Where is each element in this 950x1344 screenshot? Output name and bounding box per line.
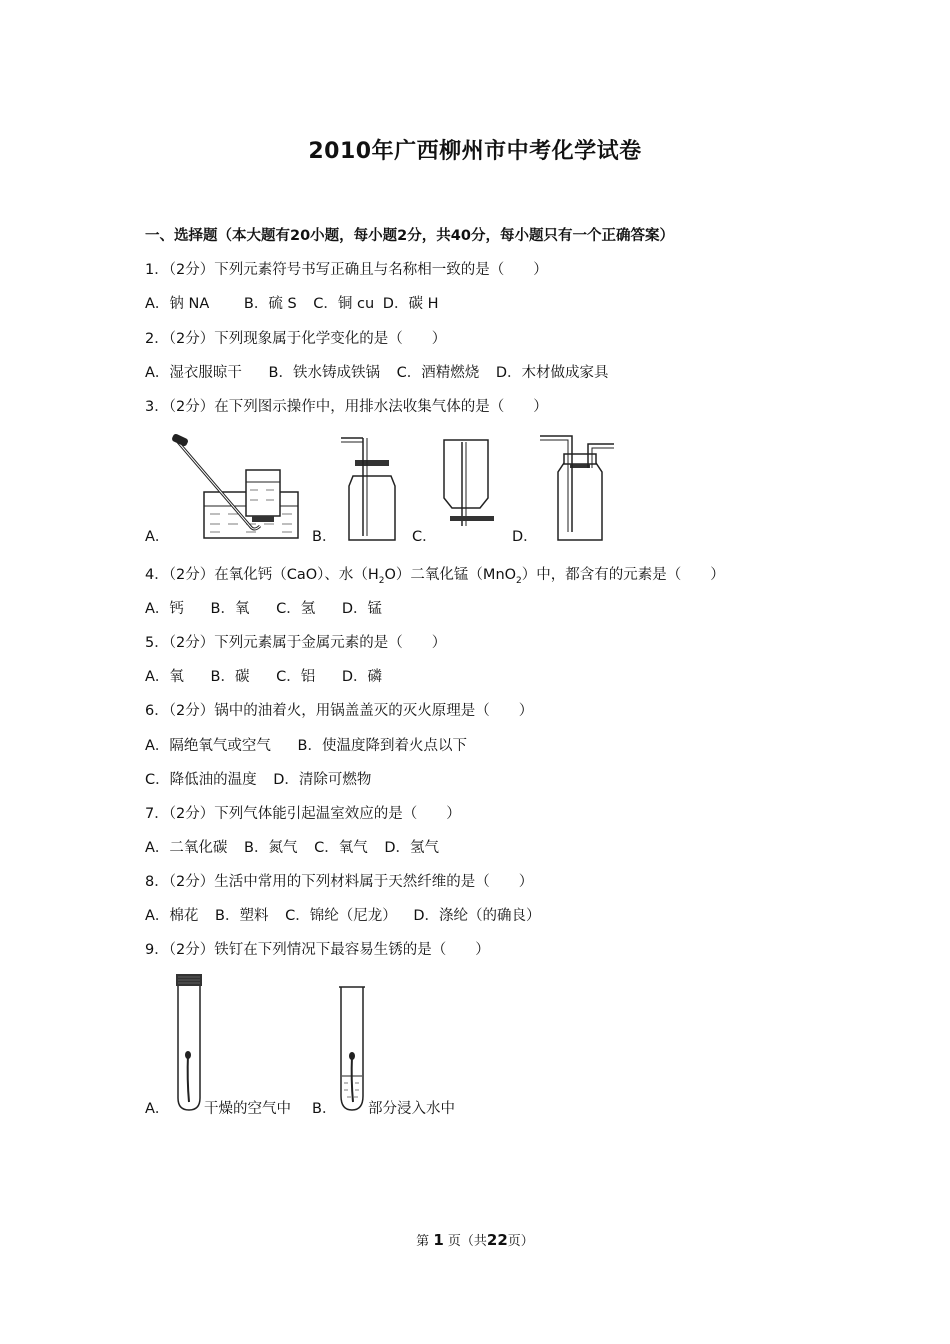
- q2-option-a[interactable]: A．湿衣服晾干: [145, 365, 242, 381]
- question-4-stem: 4．（2分）在氧化钙（CaO）、水$(H_2O)$二氧化锰（MnO$_2$）中，都含有的元素是（ ）: [145, 567, 725, 586]
- q9-option-b-text: 部分浸入水中: [368, 1101, 455, 1117]
- page-number: 1: [433, 1231, 444, 1249]
- q3-option-a[interactable]: A．: [145, 529, 170, 545]
- question-5-options: [145, 665, 382, 686]
- q8-option-c[interactable]: C．锦纶（尼龙）: [285, 908, 397, 924]
- q1-option-c[interactable]: C．铜 cu: [313, 296, 375, 312]
- q4-option-b[interactable]: B．氧: [210, 601, 250, 617]
- question-5-stem: 5．（2分）下列元素属于金属元素的是（ ）: [145, 635, 447, 651]
- q5-option-a[interactable]: A．氧: [145, 669, 184, 685]
- question-6-stem: 6．（2分）锅中的油着火，用锅盖盖灭的灭火原理是（ ）: [145, 703, 534, 719]
- q2-option-b[interactable]: B．铁水铸成铁锅: [268, 365, 380, 381]
- q9-figure-a-sealed-test-tube: [172, 972, 206, 1114]
- section-heading: 一、选择题（本大题有20小题，每小题2分，共40分，每小题只有一个正确答案）: [145, 228, 674, 244]
- q5-option-b[interactable]: B．碳: [210, 669, 250, 685]
- question-8-stem: 8．（2分）生活中常用的下列材料属于天然纤维的是（ ）: [145, 874, 534, 890]
- q6-option-c[interactable]: C．降低油的温度: [145, 772, 257, 788]
- q4-option-c[interactable]: C．氢: [276, 601, 316, 617]
- question-3-stem: 3．（2分）在下列图示操作中，用排水法收集气体的是（ ）: [145, 399, 548, 415]
- total-pages: 22: [486, 1231, 508, 1249]
- q3-figure-d-wash-bottle: [536, 432, 618, 542]
- q9-option-b[interactable]: B．: [312, 1101, 337, 1117]
- q5-option-d[interactable]: D．磷: [341, 669, 382, 685]
- q8-option-a[interactable]: A．棉花: [145, 908, 199, 924]
- question-1-options: [145, 292, 438, 313]
- q7-option-b[interactable]: B．氮气: [244, 840, 298, 856]
- question-8-options: [145, 904, 541, 925]
- q1-option-a[interactable]: A．钠 NA: [145, 296, 210, 312]
- question-1-stem: 1．（2分）下列元素符号书写正确且与名称相一致的是（ ）: [145, 262, 548, 278]
- q4-option-d[interactable]: D．锰: [341, 601, 382, 617]
- page-footer: 第 1 页（共22页）: [416, 1231, 534, 1249]
- question-7-options: [145, 836, 439, 857]
- q5-option-c[interactable]: C．铝: [276, 669, 316, 685]
- q4-option-a[interactable]: A．钙: [145, 601, 184, 617]
- q6-option-d[interactable]: D．清除可燃物: [273, 772, 372, 788]
- q6-option-b[interactable]: B．使温度降到着火点以下: [297, 738, 467, 754]
- question-9-stem: 9．（2分）铁钉在下列情况下最容易生锈的是（ ）: [145, 942, 490, 958]
- question-6-options-row1: [145, 734, 467, 755]
- q3-option-d[interactable]: D．: [512, 529, 538, 545]
- question-6-options-row2: [145, 768, 371, 789]
- q1-option-b[interactable]: B．硫 S: [243, 296, 297, 312]
- q7-option-a[interactable]: A．二氧化碳: [145, 840, 228, 856]
- question-2-options: [145, 361, 609, 382]
- q8-option-d[interactable]: D．涤纶（的确良）: [413, 908, 541, 924]
- q3-option-b[interactable]: B．: [312, 529, 337, 545]
- q2-option-d[interactable]: D．木材做成家具: [495, 365, 609, 381]
- question-7-stem: 7．（2分）下列气体能引起温室效应的是（ ）: [145, 806, 461, 822]
- q7-option-c[interactable]: C．氧气: [314, 840, 368, 856]
- q9-figure-b-partial-water-tube: [335, 984, 369, 1114]
- question-4-options: [145, 597, 382, 618]
- q6-option-a[interactable]: A．隔绝氧气或空气: [145, 738, 271, 754]
- q3-option-c[interactable]: C．: [412, 529, 437, 545]
- q9-option-a[interactable]: A．: [145, 1101, 170, 1117]
- q2-option-c[interactable]: C．酒精燃烧: [396, 365, 480, 381]
- q3-figure-a-water-trough: [168, 430, 303, 542]
- q3-figure-b-gas-bottle: [333, 436, 403, 542]
- q8-option-b[interactable]: B．塑料: [215, 908, 269, 924]
- q3-figure-c-inverted-bottle: [438, 436, 498, 536]
- exam-title: 2010年广西柳州市中考化学试卷: [308, 139, 642, 164]
- q9-option-a-text: 干燥的空气中: [204, 1101, 291, 1117]
- q1-option-d[interactable]: D．碳 H: [382, 296, 439, 312]
- question-2-stem: 2．（2分）下列现象属于化学变化的是（ ）: [145, 331, 447, 347]
- q7-option-d[interactable]: D．氢气: [384, 840, 439, 856]
